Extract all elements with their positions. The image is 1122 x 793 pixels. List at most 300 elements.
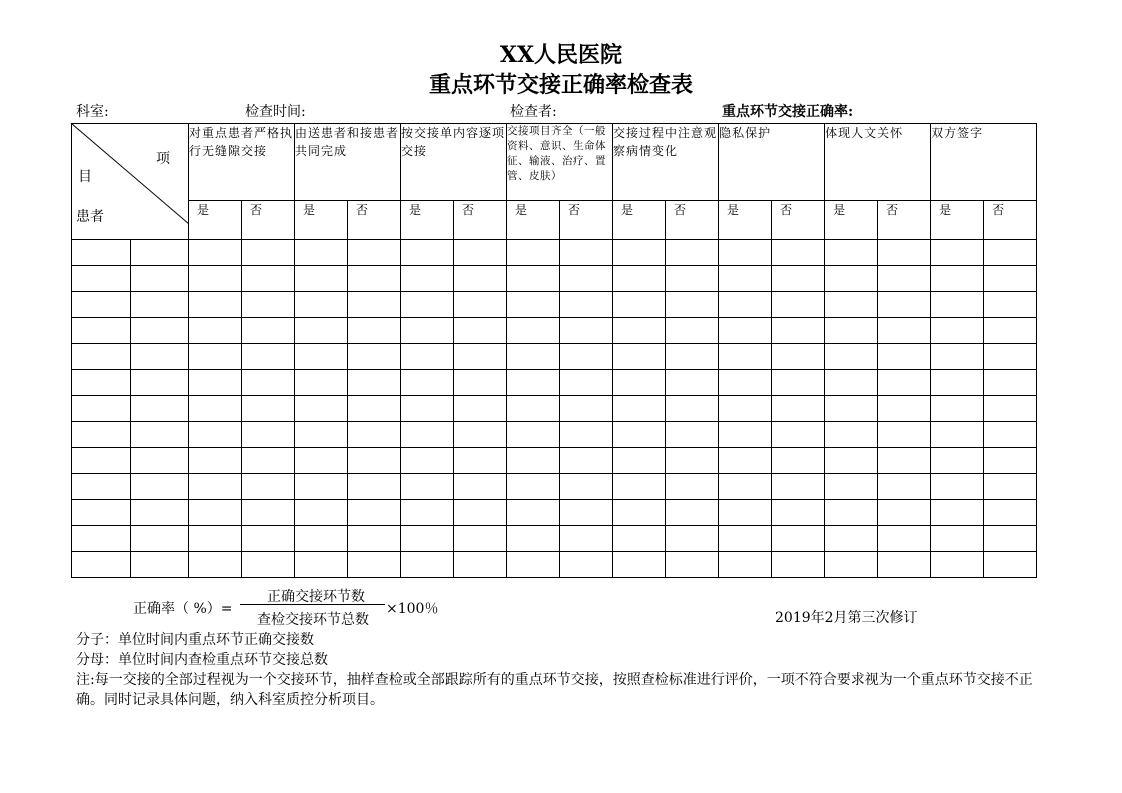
- table-row: [72, 552, 1037, 578]
- table-cell[interactable]: [560, 422, 613, 448]
- table-cell[interactable]: [613, 500, 666, 526]
- table-cell[interactable]: [189, 318, 242, 344]
- table-cell[interactable]: [613, 266, 666, 292]
- table-cell[interactable]: [131, 500, 189, 526]
- table-cell[interactable]: [825, 266, 878, 292]
- table-cell[interactable]: [401, 292, 454, 318]
- table-cell[interactable]: [242, 240, 295, 266]
- table-cell[interactable]: [772, 500, 825, 526]
- table-cell[interactable]: [401, 448, 454, 474]
- table-cell[interactable]: [507, 422, 560, 448]
- table-cell[interactable]: [295, 344, 348, 370]
- table-cell[interactable]: [719, 396, 772, 422]
- table-cell[interactable]: [72, 474, 131, 500]
- table-row: [72, 266, 1037, 292]
- column-header: 体现人文关怀: [825, 124, 931, 201]
- table-cell[interactable]: [666, 448, 719, 474]
- no-label: 否: [992, 203, 1005, 217]
- yes-header: [719, 201, 772, 240]
- inspector-label: 检查者:: [510, 104, 557, 120]
- table-cell[interactable]: [560, 396, 613, 422]
- table-cell[interactable]: [878, 396, 931, 422]
- yes-label: 是: [409, 203, 422, 217]
- table-cell[interactable]: [507, 240, 560, 266]
- table-cell[interactable]: [295, 370, 348, 396]
- table-cell[interactable]: [507, 318, 560, 344]
- table-cell[interactable]: [295, 318, 348, 344]
- table-cell[interactable]: [825, 344, 878, 370]
- table-cell[interactable]: [560, 448, 613, 474]
- table-cell[interactable]: [613, 240, 666, 266]
- table-cell[interactable]: [295, 552, 348, 578]
- table-cell[interactable]: [348, 318, 401, 344]
- table-cell[interactable]: [72, 266, 131, 292]
- table-cell[interactable]: [348, 240, 401, 266]
- table-cell[interactable]: [878, 422, 931, 448]
- table-cell[interactable]: [772, 240, 825, 266]
- table-cell[interactable]: [666, 266, 719, 292]
- table-cell[interactable]: [348, 448, 401, 474]
- table-cell[interactable]: [931, 500, 984, 526]
- table-cell[interactable]: [772, 396, 825, 422]
- formula-denominator: 查检交接环节总数: [257, 612, 369, 628]
- table-cell[interactable]: [131, 526, 189, 552]
- table-cell[interactable]: [348, 422, 401, 448]
- no-label: 否: [462, 203, 475, 217]
- table-cell[interactable]: [454, 396, 507, 422]
- table-cell[interactable]: [560, 344, 613, 370]
- yes-header: [825, 201, 878, 240]
- remark-note: 注:每一交接的全部过程视为一个交接环节，抽样查检或全部跟踪所有的重点环节交接，按照查检标准进行评价，一项不符合要求视为一个重点环节交接不正确。同时记录具体问题，纳入科室质控分析项目。: [76, 672, 1033, 708]
- table-cell[interactable]: [984, 552, 1037, 578]
- table-cell[interactable]: [454, 526, 507, 552]
- table-cell[interactable]: [666, 552, 719, 578]
- table-cell[interactable]: [825, 318, 878, 344]
- table-cell[interactable]: [560, 318, 613, 344]
- table-cell[interactable]: [719, 552, 772, 578]
- formula-multiplier: ×100％: [386, 601, 439, 617]
- no-label: 否: [250, 203, 263, 217]
- table-cell[interactable]: [295, 500, 348, 526]
- revision-note: 2019年2月第三次修订: [775, 610, 918, 626]
- table-cell[interactable]: [242, 370, 295, 396]
- table-row: [72, 370, 1037, 396]
- table-cell[interactable]: [348, 500, 401, 526]
- table-cell[interactable]: [772, 526, 825, 552]
- table-cell[interactable]: [131, 266, 189, 292]
- formula-numerator: 正确交接环节数: [267, 589, 365, 605]
- table-cell[interactable]: [454, 318, 507, 344]
- table-cell[interactable]: [348, 266, 401, 292]
- table-cell[interactable]: [719, 370, 772, 396]
- table-cell[interactable]: [719, 422, 772, 448]
- table-row: [72, 474, 1037, 500]
- table-row: [72, 500, 1037, 526]
- table-cell[interactable]: [507, 448, 560, 474]
- fraction-bar: [240, 604, 385, 605]
- table-cell[interactable]: [666, 344, 719, 370]
- table-cell[interactable]: [772, 266, 825, 292]
- form-title: 重点环节交接正确率检查表: [428, 72, 693, 98]
- table-cell[interactable]: [825, 422, 878, 448]
- table-cell[interactable]: [72, 500, 131, 526]
- table-cell[interactable]: [984, 448, 1037, 474]
- table-cell[interactable]: [931, 448, 984, 474]
- formula-label: 正确率（ %）=: [133, 601, 233, 617]
- table-cell[interactable]: [295, 474, 348, 500]
- table-cell[interactable]: [666, 240, 719, 266]
- table-cell[interactable]: [131, 448, 189, 474]
- table-cell[interactable]: [131, 422, 189, 448]
- table-cell[interactable]: [825, 500, 878, 526]
- table-cell[interactable]: [931, 526, 984, 552]
- no-label: 否: [886, 203, 899, 217]
- table-cell[interactable]: [454, 370, 507, 396]
- yes-label: 是: [727, 203, 740, 217]
- table-row: [72, 292, 1037, 318]
- table-cell[interactable]: [931, 318, 984, 344]
- table-cell[interactable]: [560, 474, 613, 500]
- table-cell[interactable]: [825, 552, 878, 578]
- table-cell[interactable]: [348, 474, 401, 500]
- table-cell[interactable]: [878, 370, 931, 396]
- table-cell[interactable]: [72, 422, 131, 448]
- table-cell[interactable]: [984, 240, 1037, 266]
- denominator-note: 分母：单位时间内查检重点环节交接总数: [76, 652, 328, 668]
- table-cell[interactable]: [295, 292, 348, 318]
- table-cell[interactable]: [454, 448, 507, 474]
- table-cell[interactable]: [719, 526, 772, 552]
- table-cell[interactable]: [72, 318, 131, 344]
- table-cell[interactable]: [454, 344, 507, 370]
- yes-label: 是: [196, 203, 209, 217]
- table-cell[interactable]: [666, 526, 719, 552]
- no-label: 否: [674, 203, 687, 217]
- table-row: [72, 526, 1037, 552]
- table-cell[interactable]: [984, 318, 1037, 344]
- table-cell[interactable]: [931, 422, 984, 448]
- column-header: 由送患者和接患者共同完成: [295, 124, 401, 201]
- table-cell[interactable]: [189, 474, 242, 500]
- no-header: [560, 201, 613, 240]
- table-cell[interactable]: [719, 474, 772, 500]
- yes-header: [295, 201, 348, 240]
- table-cell[interactable]: [242, 422, 295, 448]
- table-cell[interactable]: [719, 448, 772, 474]
- table-cell[interactable]: [878, 448, 931, 474]
- corner-header: [72, 124, 189, 240]
- table-cell[interactable]: [401, 422, 454, 448]
- table-cell[interactable]: [666, 474, 719, 500]
- table-cell[interactable]: [719, 240, 772, 266]
- table-cell[interactable]: [613, 552, 666, 578]
- table-cell[interactable]: [878, 292, 931, 318]
- table-cell[interactable]: [189, 266, 242, 292]
- table-cell[interactable]: [878, 474, 931, 500]
- table-cell[interactable]: [878, 344, 931, 370]
- table-cell[interactable]: [825, 396, 878, 422]
- column-header: 对重点患者严格执行无缝隙交接: [189, 124, 295, 201]
- table-cell[interactable]: [507, 370, 560, 396]
- table-row: [72, 344, 1037, 370]
- table-cell[interactable]: [401, 500, 454, 526]
- table-cell[interactable]: [348, 344, 401, 370]
- check-time-label: 检查时间:: [245, 104, 306, 120]
- numerator-note: 分子：单位时间内重点环节正确交接数: [76, 632, 314, 648]
- table-cell[interactable]: [613, 396, 666, 422]
- table-cell[interactable]: [507, 526, 560, 552]
- table-row: [72, 318, 1037, 344]
- no-header: [666, 201, 719, 240]
- column-header: 隐私保护: [719, 124, 825, 201]
- table-cell[interactable]: [72, 448, 131, 474]
- table-cell[interactable]: [931, 344, 984, 370]
- table-cell[interactable]: [984, 422, 1037, 448]
- table-cell[interactable]: [454, 500, 507, 526]
- table-cell[interactable]: [984, 526, 1037, 552]
- table-cell[interactable]: [560, 552, 613, 578]
- table-cell[interactable]: [295, 526, 348, 552]
- table-cell[interactable]: [189, 344, 242, 370]
- table-cell[interactable]: [242, 344, 295, 370]
- table-cell[interactable]: [666, 422, 719, 448]
- table-cell[interactable]: [401, 474, 454, 500]
- table-cell[interactable]: [984, 344, 1037, 370]
- table-cell[interactable]: [772, 448, 825, 474]
- table-cell[interactable]: [984, 396, 1037, 422]
- table-cell[interactable]: [507, 500, 560, 526]
- table-cell[interactable]: [931, 474, 984, 500]
- table-cell[interactable]: [401, 344, 454, 370]
- table-cell[interactable]: [507, 292, 560, 318]
- table-cell[interactable]: [454, 292, 507, 318]
- table-cell[interactable]: [825, 474, 878, 500]
- table-cell[interactable]: [242, 500, 295, 526]
- table-cell[interactable]: [878, 266, 931, 292]
- table-cell[interactable]: [772, 370, 825, 396]
- accuracy-label: 重点环节交接正确率:: [722, 104, 854, 120]
- table-cell[interactable]: [984, 500, 1037, 526]
- table-cell[interactable]: [560, 500, 613, 526]
- table-cell[interactable]: [560, 266, 613, 292]
- table-cell[interactable]: [719, 344, 772, 370]
- table-cell[interactable]: [560, 292, 613, 318]
- table-cell[interactable]: [666, 292, 719, 318]
- table-cell[interactable]: [772, 292, 825, 318]
- table-cell[interactable]: [719, 266, 772, 292]
- table-cell[interactable]: [72, 292, 131, 318]
- table-cell[interactable]: [772, 552, 825, 578]
- corner-item-label: 项: [156, 151, 170, 167]
- column-header: 双方签字: [931, 124, 1037, 201]
- table-cell[interactable]: [189, 500, 242, 526]
- table-cell[interactable]: [401, 240, 454, 266]
- table-cell[interactable]: [454, 266, 507, 292]
- table-cell[interactable]: [401, 396, 454, 422]
- table-cell[interactable]: [131, 396, 189, 422]
- table-cell[interactable]: [72, 396, 131, 422]
- column-header: 按交接单内容逐项交接: [401, 124, 507, 201]
- table-cell[interactable]: [242, 318, 295, 344]
- no-header: [242, 201, 295, 240]
- table-cell[interactable]: [507, 474, 560, 500]
- table-cell[interactable]: [613, 526, 666, 552]
- table-cell[interactable]: [401, 266, 454, 292]
- yes-header: [931, 201, 984, 240]
- table-cell[interactable]: [931, 552, 984, 578]
- yes-label: 是: [621, 203, 634, 217]
- table-cell[interactable]: [772, 318, 825, 344]
- table-cell[interactable]: [295, 240, 348, 266]
- table-cell[interactable]: [189, 552, 242, 578]
- table-cell[interactable]: [825, 240, 878, 266]
- table-cell[interactable]: [189, 240, 242, 266]
- table-cell[interactable]: [242, 396, 295, 422]
- table-cell[interactable]: [613, 422, 666, 448]
- table-cell[interactable]: [454, 474, 507, 500]
- table-cell[interactable]: [772, 422, 825, 448]
- table-cell[interactable]: [131, 240, 189, 266]
- yes-label: 是: [939, 203, 952, 217]
- table-cell[interactable]: [931, 266, 984, 292]
- table-cell[interactable]: [878, 318, 931, 344]
- table-cell[interactable]: [401, 318, 454, 344]
- table-cell[interactable]: [401, 526, 454, 552]
- table-cell[interactable]: [825, 292, 878, 318]
- table-cell[interactable]: [348, 396, 401, 422]
- table-cell[interactable]: [613, 448, 666, 474]
- table-cell[interactable]: [348, 292, 401, 318]
- table-cell[interactable]: [613, 344, 666, 370]
- table-cell[interactable]: [131, 474, 189, 500]
- table-cell[interactable]: [295, 422, 348, 448]
- table-cell[interactable]: [295, 448, 348, 474]
- table-cell[interactable]: [401, 370, 454, 396]
- no-header: [984, 201, 1037, 240]
- no-header: [878, 201, 931, 240]
- table-cell[interactable]: [825, 448, 878, 474]
- table-cell[interactable]: [401, 552, 454, 578]
- table-cell[interactable]: [560, 240, 613, 266]
- table-cell[interactable]: [131, 292, 189, 318]
- table-cell[interactable]: [719, 292, 772, 318]
- corner-mu-label: 目: [78, 169, 92, 185]
- hospital-name: XX人民医院: [499, 42, 623, 68]
- table-cell[interactable]: [507, 344, 560, 370]
- table-cell[interactable]: [931, 240, 984, 266]
- table-cell[interactable]: [613, 370, 666, 396]
- table-cell[interactable]: [507, 266, 560, 292]
- table-cell[interactable]: [772, 474, 825, 500]
- table-row: [72, 240, 1037, 266]
- table-cell[interactable]: [984, 266, 1037, 292]
- table-cell[interactable]: [666, 396, 719, 422]
- table-cell[interactable]: [131, 318, 189, 344]
- table-cell[interactable]: [242, 448, 295, 474]
- table-cell[interactable]: [878, 240, 931, 266]
- table-cell[interactable]: [984, 292, 1037, 318]
- table-cell[interactable]: [189, 422, 242, 448]
- table-cell[interactable]: [931, 396, 984, 422]
- table-cell[interactable]: [931, 370, 984, 396]
- inspection-table: [71, 123, 1037, 578]
- department-label: 科室:: [76, 104, 109, 120]
- table-cell[interactable]: [189, 396, 242, 422]
- no-header: [772, 201, 825, 240]
- table-cell[interactable]: [348, 526, 401, 552]
- yes-header: [189, 201, 242, 240]
- table-cell[interactable]: [131, 344, 189, 370]
- table-cell[interactable]: [189, 448, 242, 474]
- table-cell[interactable]: [131, 552, 189, 578]
- table-cell[interactable]: [613, 318, 666, 344]
- table-cell[interactable]: [72, 370, 131, 396]
- yes-label: 是: [833, 203, 846, 217]
- table-cell[interactable]: [666, 370, 719, 396]
- table-cell[interactable]: [931, 292, 984, 318]
- table-cell[interactable]: [72, 552, 131, 578]
- no-header: [348, 201, 401, 240]
- table-cell[interactable]: [560, 526, 613, 552]
- no-header: [454, 201, 507, 240]
- table-row: [72, 448, 1037, 474]
- table-cell[interactable]: [242, 552, 295, 578]
- table-cell[interactable]: [613, 474, 666, 500]
- table-cell[interactable]: [72, 526, 131, 552]
- yes-header: [613, 201, 666, 240]
- table-cell[interactable]: [242, 266, 295, 292]
- table-cell[interactable]: [825, 370, 878, 396]
- table-cell[interactable]: [878, 526, 931, 552]
- table-cell[interactable]: [666, 318, 719, 344]
- table-row: [72, 422, 1037, 448]
- table-cell[interactable]: [348, 552, 401, 578]
- table-cell[interactable]: [189, 292, 242, 318]
- table-cell[interactable]: [295, 396, 348, 422]
- table-cell[interactable]: [719, 318, 772, 344]
- table-cell[interactable]: [878, 552, 931, 578]
- table-cell[interactable]: [613, 292, 666, 318]
- table-cell[interactable]: [348, 370, 401, 396]
- table-cell[interactable]: [719, 500, 772, 526]
- table-cell[interactable]: [242, 292, 295, 318]
- table-cell[interactable]: [131, 370, 189, 396]
- table-cell[interactable]: [295, 266, 348, 292]
- table-cell[interactable]: [878, 500, 931, 526]
- table-cell[interactable]: [454, 422, 507, 448]
- yes-label: 是: [303, 203, 316, 217]
- table-cell[interactable]: [984, 474, 1037, 500]
- yes-header: [401, 201, 454, 240]
- table-cell[interactable]: [72, 240, 131, 266]
- table-cell[interactable]: [189, 526, 242, 552]
- table-cell[interactable]: [507, 396, 560, 422]
- table-cell[interactable]: [189, 370, 242, 396]
- table-cell[interactable]: [560, 370, 613, 396]
- table-cell[interactable]: [507, 552, 560, 578]
- table-cell[interactable]: [454, 552, 507, 578]
- table-cell[interactable]: [454, 240, 507, 266]
- table-cell[interactable]: [242, 474, 295, 500]
- table-cell[interactable]: [825, 526, 878, 552]
- table-cell[interactable]: [984, 370, 1037, 396]
- column-header: 交接过程中注意观察病情变化: [613, 124, 719, 201]
- table-cell[interactable]: [666, 500, 719, 526]
- table-cell[interactable]: [242, 526, 295, 552]
- table-cell[interactable]: [772, 344, 825, 370]
- yes-header: [507, 201, 560, 240]
- table-cell[interactable]: [72, 344, 131, 370]
